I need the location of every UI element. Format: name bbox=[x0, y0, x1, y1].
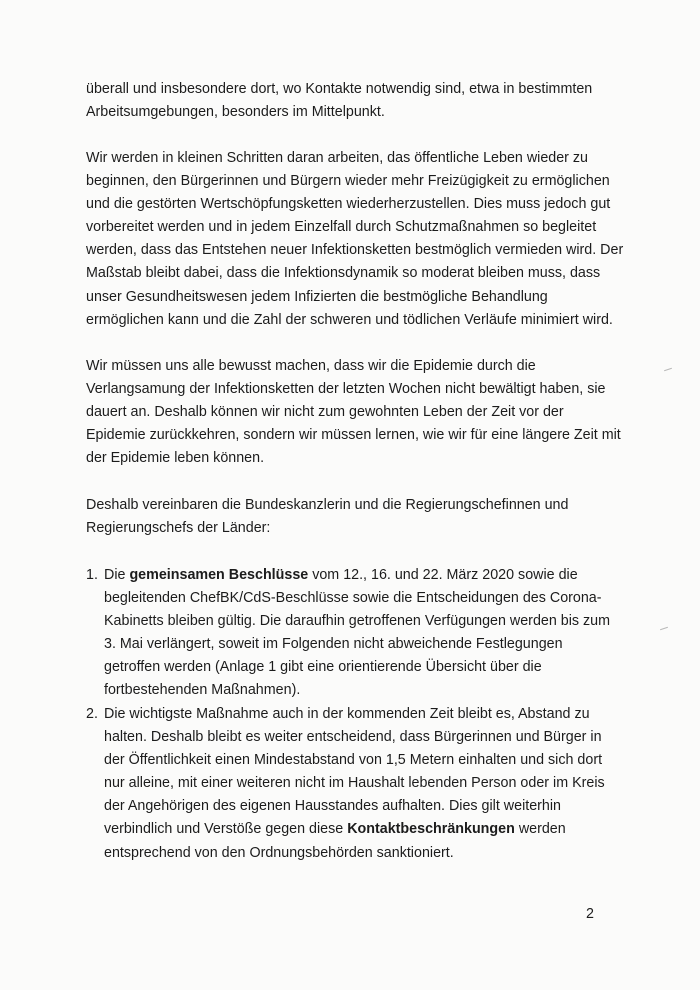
text-line: Maßstab bleibt dabei, dass die Infektionsdynamik so moderat bleiben muss, dass bbox=[86, 265, 601, 282]
text-run: werden bbox=[514, 821, 566, 838]
text-line: fortbestehenden Maßnahmen). bbox=[104, 682, 301, 699]
text-line: Kabinetts bleiben gültig. Die daraufhin getroffenen Verfügungen werden bis zum bbox=[104, 613, 611, 630]
list-number: 2. bbox=[86, 706, 98, 722]
text-line: Verlangsamung der Infektionsketten der letzten Wochen nicht bewältigt haben, sie bbox=[86, 381, 606, 398]
paragraph-agreement-intro bbox=[86, 494, 626, 540]
paragraph-epidemic bbox=[86, 355, 626, 470]
text-line: Deshalb vereinbaren die Bundeskanzlerin und die Regierungschefinnen und bbox=[86, 497, 569, 513]
text-line: Arbeitsumgebungen, besonders im Mittelpunkt. bbox=[86, 104, 385, 121]
text-line: vorbereitet werden und in jedem Einzelfall durch Schutzmaßnahmen so begleitet bbox=[86, 219, 597, 236]
text-line: Wir werden in kleinen Schritten daran arbeiten, das öffentliche Leben wieder zu bbox=[86, 150, 589, 166]
bold-text: gemeinsamen Beschlüsse bbox=[129, 567, 309, 583]
text-line: Regierungschefs der Länder: bbox=[86, 520, 271, 537]
text-line: der Öffentlichkeit einen Mindestabstand von 1,5 Metern einhalten und sich dort bbox=[104, 752, 603, 769]
text-line: dauert an. Deshalb können wir nicht zum gewohnten Leben der Zeit vor der bbox=[86, 404, 564, 421]
scan-mark bbox=[660, 627, 668, 630]
scan-mark bbox=[664, 368, 672, 371]
list-item-body bbox=[104, 564, 610, 703]
paragraph-continuation bbox=[86, 78, 626, 124]
text-line: Epidemie zurückkehren, sondern wir müssen lernen, wie wir für eine längere Zeit mit bbox=[86, 427, 621, 444]
text-run: vom 12., 16. und 22. März 2020 sowie die bbox=[308, 567, 578, 583]
text-line bbox=[104, 564, 610, 587]
text-line: getroffen werden (Anlage 1 gibt eine orientierende Übersicht über die bbox=[104, 659, 542, 676]
text-line: halten. Deshalb bleibt es weiter entscheidend, dass Bürgerinnen und Bürger in bbox=[104, 729, 602, 746]
paragraph-reopening bbox=[86, 147, 626, 332]
text-line: werden, dass das Entstehen neuer Infektionsketten bestmöglich vermieden wird. Der bbox=[86, 242, 624, 259]
text-line: beginnen, den Bürgerinnen und Bürgern wieder mehr Freizügigkeit zu ermöglichen bbox=[86, 173, 610, 190]
text-line: der Epidemie leben können. bbox=[86, 450, 265, 467]
text-line: Wir müssen uns alle bewusst machen, dass wir die Epidemie durch die bbox=[86, 358, 536, 374]
text-line: 3. Mai verlängert, soweit im Folgenden nicht abweichende Festlegungen bbox=[104, 636, 563, 653]
text-line: überall und insbesondere dort, wo Kontakte notwendig sind, etwa in bestimmten bbox=[86, 81, 593, 97]
bold-text: Kontaktbeschränkungen bbox=[347, 821, 515, 838]
list-number: 1. bbox=[86, 567, 98, 583]
text-line: ermöglichen kann und die Zahl der schweren und tödlichen Verläufe minimiert wird. bbox=[86, 311, 613, 328]
text-line: der Angehörigen des eigenen Hausstandes aufhalten. Dies gilt weiterhin bbox=[104, 798, 562, 815]
page-number: 2 bbox=[586, 906, 594, 922]
text-line: unser Gesundheitswesen jedem Infizierten die bestmögliche Behandlung bbox=[86, 288, 548, 305]
text-line: Die wichtigste Maßnahme auch in der kommenden Zeit bleibt es, Abstand zu bbox=[104, 706, 590, 722]
text-line: begleitenden ChefBK/CdS-Beschlüsse sowie die Entscheidungen des Corona- bbox=[104, 590, 602, 607]
text-run: Die bbox=[104, 567, 130, 583]
text-line: entsprechend von den Ordnungsbehörden sanktioniert. bbox=[104, 844, 454, 861]
list-item-body bbox=[104, 703, 605, 865]
text-line: nur alleine, mit einer weiteren nicht im Haushalt lebenden Person oder im Kreis bbox=[104, 775, 605, 792]
text-line: und die gestörten Wertschöpfungsketten wiederherzustellen. Dies muss jedoch gut bbox=[86, 196, 611, 213]
text-run: verbindlich und Verstöße gegen diese bbox=[104, 821, 348, 838]
text-line bbox=[104, 818, 605, 841]
